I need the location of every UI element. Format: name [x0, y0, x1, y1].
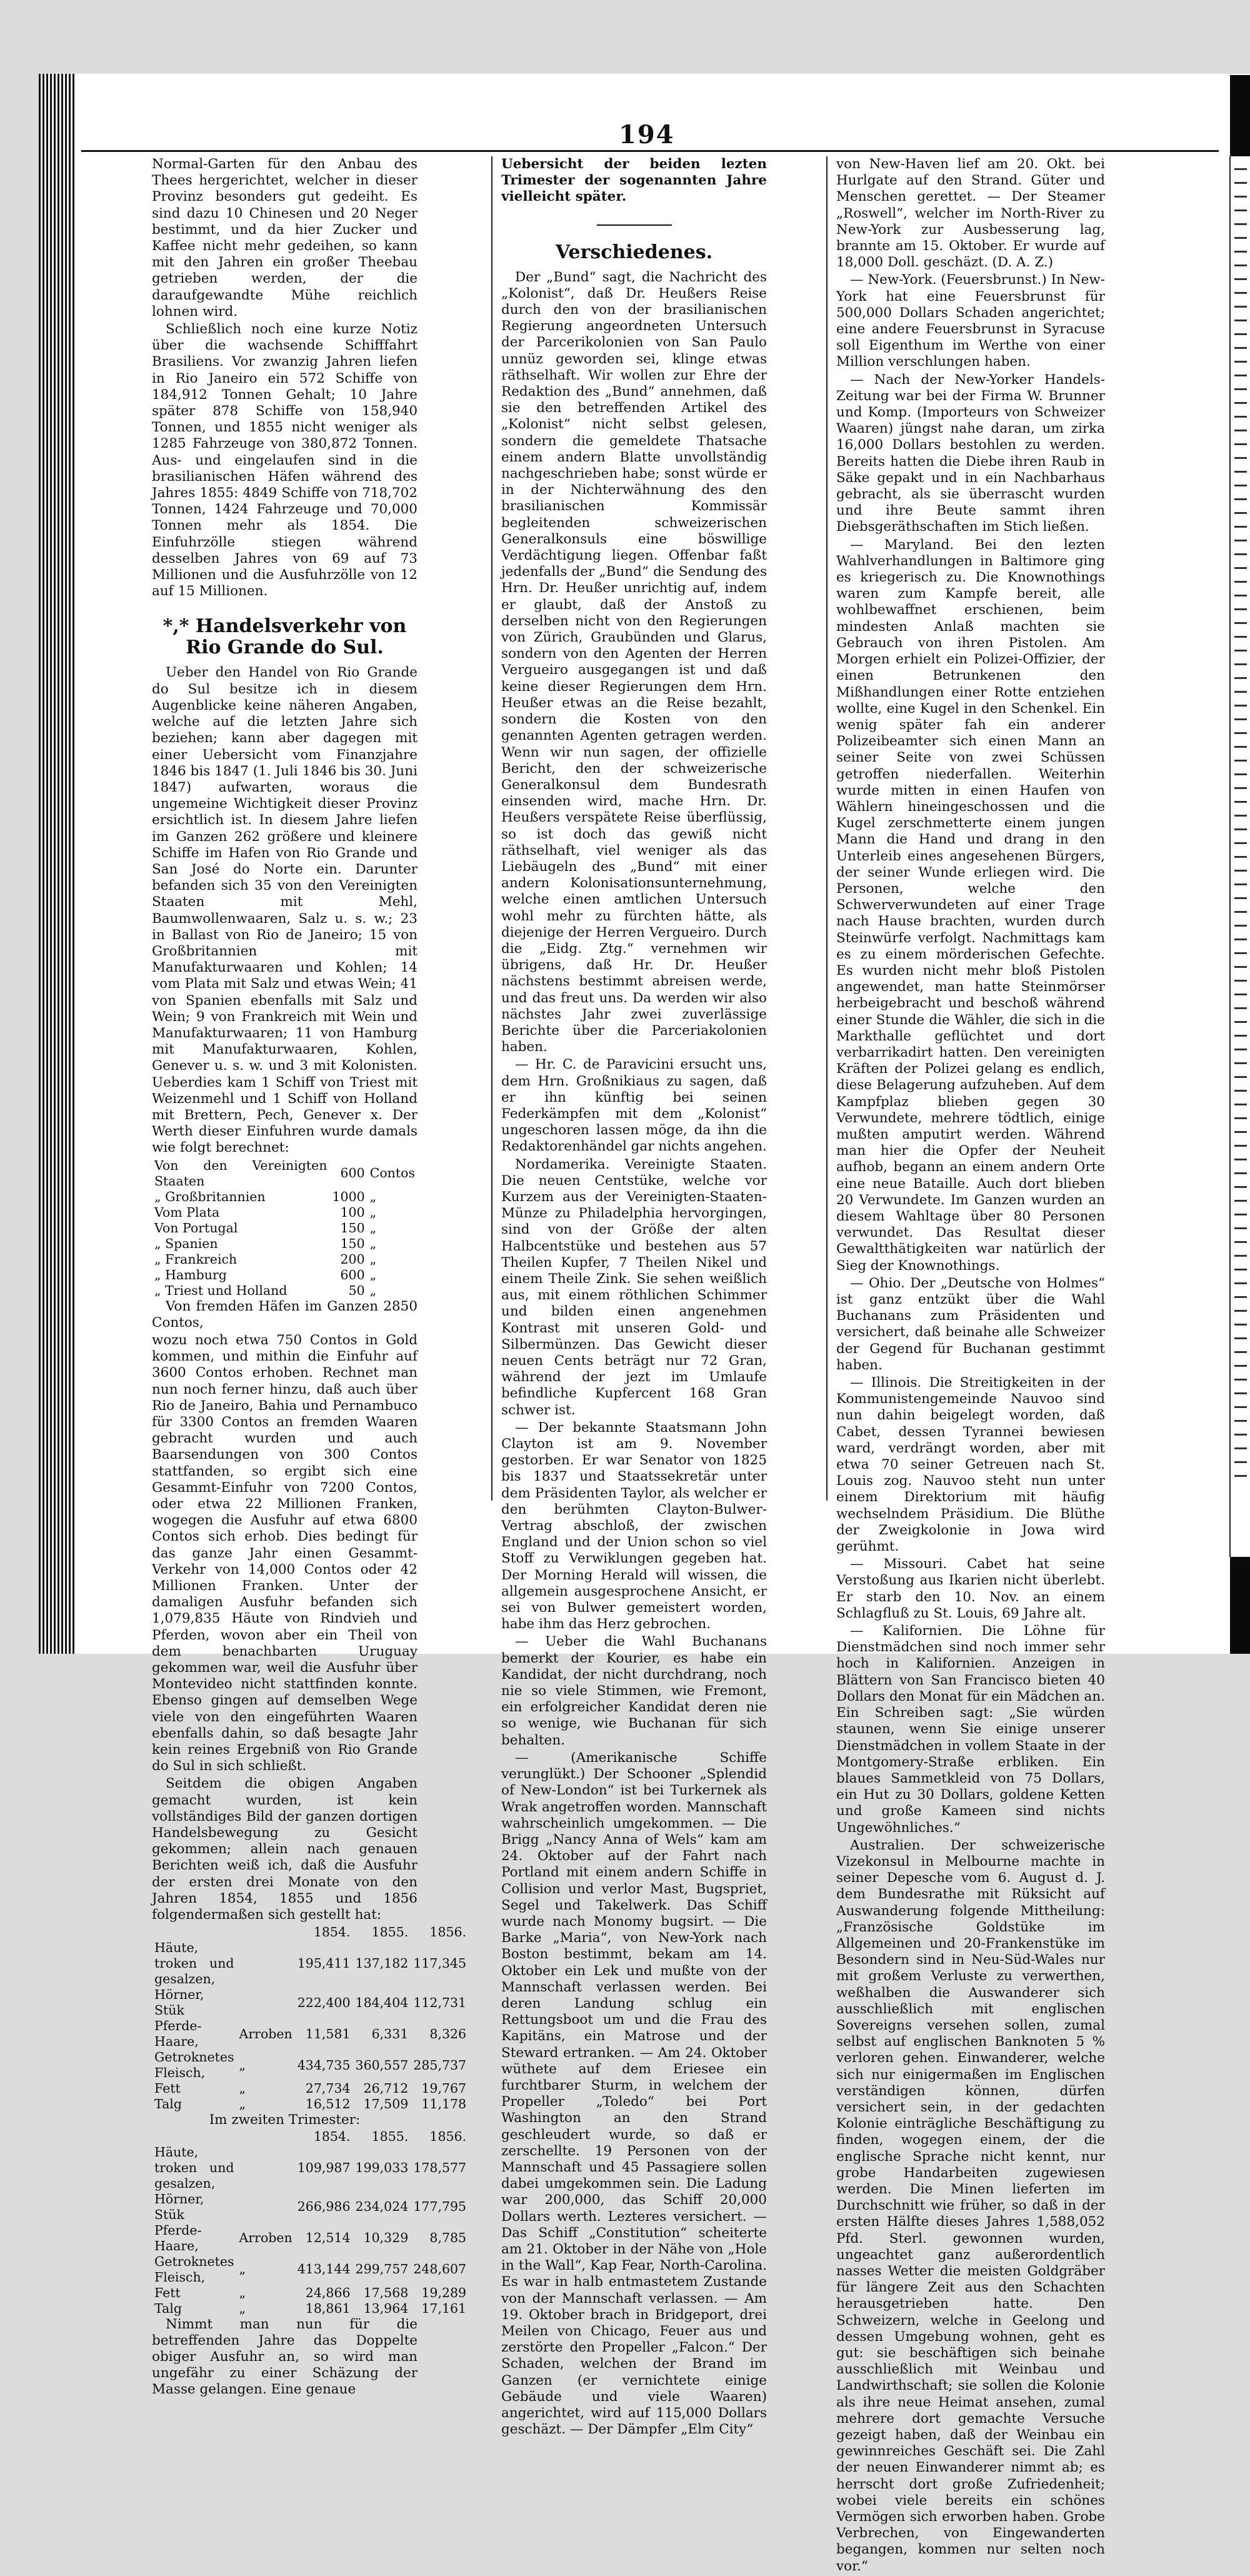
export-value: 17,568 — [363, 2285, 409, 2300]
second-quarter-label: Im zweiten Trimester: — [209, 2112, 361, 2128]
year-header: 1855. — [371, 2128, 409, 2144]
year-header: 1856. — [429, 1924, 467, 1940]
export-value: 184,404 — [355, 1995, 409, 2010]
imports-total: Von fremden Häfen im Ganzen 2850 Contos, — [152, 1298, 418, 1331]
section-divider — [597, 224, 672, 226]
col2-intro: Uebersicht der beiden lezten Trimester der sogenannten Jahre vielleicht später. — [501, 156, 767, 205]
export-unit: Arroben — [239, 2026, 292, 2041]
export-value: 413,144 — [297, 2262, 351, 2277]
year-header: 1856. — [429, 2128, 467, 2144]
import-unit: „ — [369, 1204, 377, 1220]
import-unit: „ — [369, 1220, 377, 1235]
exports-table-q1 — [152, 1924, 469, 2112]
table-row — [152, 1236, 418, 1252]
col2-paravicini-paragraph: — Hr. C. de Paravicini ersucht uns, dem Hrn. Großnikiaus zu sagen, daß er ihn künftig bei seinen Federkämpfen mit dem „Kolonist“ ungeschoren lassen möge, da ihn die Redaktorenhändel gar nichts angehen. — [501, 1057, 767, 1155]
export-value: 109,987 — [297, 2160, 351, 2175]
table-row — [152, 1220, 418, 1236]
export-value: 177,795 — [413, 2199, 467, 2214]
import-value: 600 — [340, 1267, 365, 1282]
import-value: 100 — [340, 1204, 365, 1220]
export-value: 360,557 — [355, 2057, 409, 2073]
table-row — [152, 2096, 469, 2112]
table-row — [152, 1267, 418, 1283]
import-label: „ Frankreich — [154, 1251, 238, 1267]
export-value: 19,289 — [421, 2285, 467, 2300]
export-label: Getroknetes Fleisch, — [154, 2253, 234, 2285]
export-unit: „ — [239, 2096, 246, 2112]
import-label: Von den Vereinigten Staaten — [154, 1157, 328, 1189]
table-row — [152, 1205, 418, 1220]
export-value: 10,329 — [363, 2230, 409, 2245]
export-unit: „ — [239, 2081, 246, 2096]
export-value: 11,581 — [305, 2026, 351, 2041]
export-label: Häute, troken und gesalzen, — [154, 2144, 234, 2191]
export-value: 13,964 — [363, 2300, 409, 2316]
export-value: 6,331 — [371, 2026, 409, 2041]
export-value: 434,735 — [297, 2057, 351, 2073]
import-unit: „ — [369, 1251, 377, 1267]
column-1 — [152, 156, 467, 2400]
export-value: 18,861 — [305, 2300, 351, 2316]
table-row — [152, 1940, 469, 1987]
col3-australia-paragraph: Australien. Der schweizerische Vizekonsul in Melbourne machte in seiner Depesche vom 6. August d. J. dem Bundesrathe mit Rüksicht auf Auswanderung folgende Mittheilung: „Französische Goldstüke im Allgemeinen und 20-Frankenstüke im Besondern sind in Neu-Süd-Wales nur mit großem Verluste zu verwerthen, weßhalben die Auswanderer sich ausschließlich mit englischen Sovereigns versehen sollen, zumal selbst auf englischen Banknoten 5 % verloren gehen. Einwanderer, welche sich nur einigermaßen im Englischen verständigen können, dürfen versichert sein, in der gedachten Kolonie einträgliche Beschäftigung zu finden, wogegen einem, der die englische Sprache nicht kennt, nur grobe Handarbeiten zugewiesen werden. Die Minen lieferten im Durchschnitt wie früher, so daß in der ersten Hälfte dieses Jahres 1,588,052 Pfd. Sterl. gewonnen wurden, ungeachtet ganz außerordentlich nasses Wetter die meisten Goldgräber für längere Zeit aus den Schachten herausgetrieben hatte. Den Schweizern, welche in Geelong und dessen Umgebung wohnen, geht es gut: sie beschäftigen sich beinahe ausschließlich mit Weinbau und Landwirthschaft; sie sollen die Kolonie als ihre neue Heimat ansehen, zumal mehrere dort gemachte Versuche gezeigt haben, daß der Weinbau ein gewinnreiches Geschäft sei. Die Zahl der neuen Einwanderer nimmt ab; es herrscht dort große Zufriedenheit; wobei viele bereits ein schönes Vermögen sich erworben haben. Grobe Verbrechen, von Eingewanderten begangen, kommen nur selten noch vor.“ — [836, 1837, 1105, 2574]
import-label: „ Hamburg — [154, 1267, 227, 1282]
export-label: Talg — [154, 2300, 182, 2316]
col3-newyork-paragraph: — New-York. (Feuersbrunst.) In New-York hat eine Feuersbrunst für 500,000 Dollars Schaden angerichtet; eine andere Feuersbrunst in Syracuse soll Eigenthum im Werthe von einer Million verschlungen haben. — [836, 272, 1105, 370]
table-row — [152, 2018, 469, 2050]
table-row — [152, 2191, 469, 2223]
book-binding-edge — [39, 74, 76, 1654]
export-value: 178,577 — [413, 2160, 467, 2175]
export-unit: „ — [239, 2262, 246, 2277]
import-value: 50 — [348, 1282, 365, 1298]
export-value: 19,767 — [421, 2081, 467, 2096]
table-row — [152, 1283, 418, 1299]
import-value: 200 — [340, 1251, 365, 1267]
export-value: 26,712 — [363, 2081, 409, 2096]
col3-illinois-paragraph: — Illinois. Die Streitigkeiten in der Kommunistengemeinde Nauvoo sind nun dahin beigelegt worden, daß Cabet, dessen Tyrannei bewiesen ward, verdrängt worden, aber mit etwa 70 seiner Getreuen nach St. Louis zog. Nauvoo steht nun unter einem Direktorium mit häufig wechselndem Präsidium. Die Blüthe der Zweigkolonie in Jowa wird gerühmt. — [836, 1375, 1105, 1555]
table-row — [152, 2081, 469, 2096]
export-value: 17,509 — [363, 2096, 409, 2112]
export-unit — [237, 1987, 295, 2018]
year-header: 1854. — [313, 2128, 351, 2144]
export-label: Fett — [154, 2081, 181, 2096]
export-unit — [237, 1940, 295, 1987]
export-value: 27,734 — [305, 2081, 351, 2096]
col2-cents-paragraph: Nordamerika. Vereinigte Staaten. Die neuen Centstüke, welche vor Kurzem aus der Vereinigten-Staaten-Münze zu Philadelphia hervorgingen, sind von der Größe der alten Halbcentstüke und bestehen aus 57 Theilen Kupfer, 7 Theilen Nikel und einem Theile Zink. Sie sehen weißlich aus, mit einem röthlichen Schimmer und bilden einen angenehmen Kontrast mit unseren Gold- und Silbermünzen. Das Gewicht dieser neuen Cents beträgt nur 72 Gran, während der jezt im Umlaufe befindliche Kupfercent 168 Gran schwer ist. — [501, 1156, 767, 1418]
page-number: 194 — [619, 120, 675, 149]
export-label: Hörner, Stük — [154, 1987, 204, 2018]
col1-closing-paragraph: Nimmt man nun für die betreffenden Jahre das Doppelte obiger Ausfuhr an, so wird man ungefähr zu einer Schäzung der Masse gelangen. Eine genaue — [152, 2316, 418, 2398]
col2-ships-paragraph: — (Amerikanische Schiffe verunglükt.) Der Schooner „Splendid of New-London“ ist bei Turkernek als Wrak angetroffen worden. Mannschaft wahrscheinlich umgekommen. — Die Brigg „Nancy Anna of Wels“ kam am 24. Oktober auf der Fahrt nach Portland mit einem andern Schiffe in Collision und verlor Mast, Bugspriet, Segel und Takelwerk. Das Schiff wurde nach Monomy bugsirt. — Die Barke „Maria“, von New-York nach Boston bestimmt, bekam am 14. Oktober ein Lek und mußte von der Mannschaft verlassen werden. Bei deren Landung schlug ein Rettungsboot um und die Frau des Kapitäns, ein Matrose und der Steward ertranken. — Am 24. Oktober wüthete auf dem Eriesee ein furchtbarer Sturm, in welchem der Propeller „Toledo“ bei Port Washington an den Strand geschleudert wurde, so daß er zerschellte. 19 Personen von der Mannschaft und 45 Passagiere sollen dabei umgekommen sein. Die Ladung war 200,000, das Schiff 20,000 Dollars werth. Lezteres versichert. — Das Schiff „Constitution“ scheiterte am 21. Oktober in der Nähe von „Hole in the Wall“, Kap Fear, North-Carolina. Es war in halb entmastetem Zustande von der Mannschaft verlassen. — Am 19. Oktober brach in Bridgeport, drei Meilen von Chicago, Feuer aus und zerstörte den Propeller „Falcon.“ Der Schaden, welchen der Brand im Ganzen (er vernichtete einige Gebäude und viele Waaren) angerichtet, wird auf 115,000 Dollars geschäzt. — Der Dämpfer „Elm City“ — [501, 1749, 767, 2438]
table-row — [152, 1189, 418, 1205]
export-unit: „ — [239, 2300, 246, 2316]
col3-maryland-paragraph: — Maryland. Bei den lezten Wahlverhandlungen in Baltimore ging es kriegerisch zu. Die Knownothings waren zum Kampfe bereit, alle wohlbewaffnet erschienen, beim mindesten Anlaß machten sie Gebrauch von ihren Pistolen. Am Morgen erhielt ein Polizei-Offizier, der einen Betrunkenen den Mißhandlungen einer Rotte entziehen wollte, eine Kugel in den Schenkel. Ein wenig später fah ein anderer Polizeibeamter sich einen Mann an seiner Seite von zwei Schüssen getroffen niederfallen. Weiterhin wurde mitten in einen Haufen von Wählern hineingeschossen und die Kugel zerschmetterte einem jungen Mann die Hand und drang in den Unterleib eines angesehenen Bürgers, der seiner Wunde erliegen wird. Die Personen, welche den Schwerverwundeten auf einer Trage nach Hause brachten, wurden durch Steinwürfe verfolgt. Nachmittags kam es zu einem mörderischen Gefechte. Es wurden nicht mehr bloß Pistolen angewendet, man hatte Steinmörser herbeigebracht und beschoß während einer Stunde die Wähler, die sich in die Markthalle geflüchtet und dort verbarrikadirt hatten. Den vereinigten Kräften der Polizei gelang es endlich, diese Belagerung aufzuheben. Auf dem Kampfplaz blieben gegen 30 Verwundete, mehrere tödtlich, einige mußten amputirt werden. Während man hier die Opfer der Neuheit aufhob, begann an einem andern Orte eine neue Bataille. Auch dort blieben 20 Verwundete. Im Ganzen wurden an diesem Wahltage über 80 Personen verwundet. Das Resultat dieser Gewaltthätigkeiten war natürlich der Sieg der Knownothings. — [836, 536, 1105, 1274]
imports-table — [152, 1158, 418, 1299]
import-value: 600 — [340, 1165, 365, 1181]
col1-import-paragraph: wozu noch etwa 750 Contos in Gold kommen, und mithin die Einfuhr auf 3600 Contos erhoben. Rechnet man nun noch ferner hinzu, daß auch über Rio de Janeiro, Bahia und Pernambuco für 3300 Contos an fremden Waaren gebracht wurden und auch Baarsendungen von 300 Contos stattfanden, so ergibt sich eine Gesammt-Einfuhr von 7200 Contos, oder etwa 22 Millionen Franken, wogegen die Ausfuhr auf etwa 6800 Contos sich erhob. Dies bedingt für das ganze Jahr einen Gesammt-Verkehr von 14,000 Contos oder 42 Millionen Franken. Unter der damaligen Ausfuhr befanden sich 1,079,835 Häute von Rindvieh und Pferden, wovon aber ein Theil von dem benachbarten Uruguay gekommen war, weil die Ausfuhr über Montevideo nicht stattfinden konnte. Ebenso gingen auf demselben Wege viele von den eingeführten Waaren ebenfalls dahin, so daß besagte Jahr kein reines Ergebniß von Rio Grande do Sul in sich schließt. — [152, 1332, 418, 1774]
table-header — [152, 2129, 469, 2145]
export-value: 285,737 — [413, 2057, 467, 2073]
export-value: 137,182 — [355, 1956, 409, 1971]
column-rule-1 — [491, 156, 492, 1501]
import-label: „ Großbritannien — [154, 1189, 266, 1204]
exports-table-q2 — [152, 2129, 469, 2317]
export-value: 8,785 — [429, 2230, 467, 2245]
col3-brunner-paragraph: — Nach der New-Yorker Handels-Zeitung war bei der Firma W. Brunner und Komp. (Importeurs von Schweizer Waaren) jüngst nahe daran, um zirka 16,000 Dollars bestohlen zu werden. Bereits hatten die Diebe ihren Raub in Säke gepakt und in ein Nachbarhaus gebracht, als sie überrascht wurden und ihre Beute sammt ihren Diebsgeräthschaften im Stich ließen. — [836, 371, 1105, 535]
export-value: 199,033 — [355, 2160, 409, 2175]
export-value: 17,161 — [421, 2300, 467, 2316]
column-2 — [501, 156, 767, 2439]
export-value: 195,411 — [297, 1956, 351, 1971]
col1-trade-paragraph: Ueber den Handel von Rio Grande do Sul besitze ich in diesem Augenblicke keine näheren Angaben, welche auf die letzten Jahre sich beziehen; kann aber dagegen mit einer Uebersicht vom Finanzjahre 1846 bis 1847 (1. Juli 1846 bis 30. Juni 1847) aufwarten, woraus die ungemeine Wichtigkeit dieser Provinz ersichtlich ist. In diesem Jahre liefen im Ganzen 262 größere und kleinere Schiffe im Hafen von Rio Grande und San José do Norte ein. Darunter befanden sich 35 von den Vereinigten Staaten mit Mehl, Baumwollenwaaren, Salz u. s. w.; 23 in Ballast von Rio de Janeiro; 15 von Großbritannien mit Manufakturwaaren und Kohlen; 14 vom Plata mit Salz und etwas Wein; 41 von Spanien ebenfalls mit Salz und Wein; 9 von Frankreich mit Wein und Manufakturwaaren; 11 von Hamburg mit Manufakturwaaren, Kohlen, Genever u. s. w. und 3 mit Kolonisten. Ueberdies kam 1 Schiff von Triest mit Weizenmehl und 1 Schiff von Holland mit Brettern, Pech, Genever x. Der Werth dieser Einfuhren wurde damals wie folgt berechnet: — [152, 665, 418, 1156]
import-value: 150 — [340, 1220, 365, 1235]
table-row — [152, 1987, 469, 2018]
col2-buchanan-paragraph: — Ueber die Wahl Buchanans bemerkt der Kourier, es habe ein Kandidat, der nicht durchdrang, noch nie so viele Stimmen, wie Fremont, ein erfolgreicher Kandidat deren nie so wenige, wie Buchanan für sich behalten. — [501, 1634, 767, 1748]
col2-bund-paragraph: Der „Bund“ sagt, die Nachricht des „Kolonist“, daß Dr. Heußers Reise durch den von der brasilianischen Regierung angeordneten Untersuch der Parcerikolonien von San Paulo unnüz geworden sei, klinge etwas räthselhaft. Wir wollen zur Ehre der Redaktion des „Bund“ annehmen, daß sie den betreffenden Artikel des „Kolonist“ nicht selbst gelesen, sondern die gemeldete Thatsache einem andern Blatte unvollständig nachgeschrieben habe; sonst würde er in der Nichterwähnung des den brasilianischen Kommissär begleitenden schweizerischen Generalkonsuls eine böswillige Verdächtigung liegen. Offenbar faßt jedenfalls der „Bund“ die Sendung des Hrn. Dr. Heußer unrichtig auf, indem er glaubt, daß der Anstoß zu derselben nicht von den Regierungen von Zürich, Graubünden und Glarus, sondern von den Agenten der Herren Vergueiro ausgegangen ist und daß keine dieser Regierungen dem Hrn. Heußer etwas an die Reise bezahlt, sondern die Kosten von den genannten Agenten getragen werden. Wenn wir nun sagen, der offizielle Bericht, den der schweizerische Generalkonsul dem Bundesrath einsenden wird, mache Hrn. Dr. Heußers verspätete Reise überflüssig, so ist doch das gewiß nicht räthselhaft, viel weniger als das Liebäugeln des „Bund“ mit einer andern Kolonisationsunternehmung, welche einen amtlichen Untersuch wohl mehr zu fürchten hätte, als diejenige der Herren Vergueiro. Durch die „Eidg. Ztg.“ vernehmen wir übrigens, daß Hr. Dr. Heußer nächstens bestimmt abreisen werde, und das freut uns. Da werden wir also nächstes Jahr zwei zuverlässige Berichte über die Parceriakolonien haben. — [501, 269, 767, 1055]
table-header — [152, 1924, 469, 1940]
col2-clayton-paragraph: — Der bekannte Staatsmann John Clayton ist am 9. November gestorben. Er war Senator von 1825 bis 1837 und Staatssekretär unter dem Präsidenten Taylor, als welcher er den berühmten Clayton-Bulwer-Vertrag abschloß, der zwischen England und der Union schon so viel Stoff zu Verwiklungen gegeben hat. Der Morning Herald will wissen, die allgemein ausgesprochene Ansicht, er sei von Bulwer gemeistert worden, habe ihm das Herz gebrochen. — [501, 1419, 767, 1633]
import-unit: Contos — [369, 1165, 415, 1181]
import-value: 150 — [340, 1235, 365, 1251]
year-header: 1854. — [313, 1924, 351, 1940]
export-unit: „ — [239, 2057, 246, 2073]
export-value: 266,986 — [297, 2199, 351, 2214]
export-unit: Arroben — [239, 2230, 292, 2245]
import-label: Von Portugal — [154, 1220, 238, 1235]
export-value: 112,731 — [413, 1995, 467, 2010]
import-label: Vom Plata — [154, 1204, 220, 1220]
table-row — [152, 1252, 418, 1267]
table-row — [152, 2223, 469, 2254]
export-value: 234,024 — [355, 2199, 409, 2214]
import-unit: „ — [369, 1282, 377, 1298]
table-row — [152, 2301, 469, 2317]
col3-ohio-paragraph: — Ohio. Der „Deutsche von Holmes“ ist ganz entzükt über die Wahl Buchanans zum Präsidenten und versichert, daß beinahe alle Schweizer der Gegend für Buchanan gestimmt haben. — [836, 1275, 1105, 1373]
col3-california-paragraph: — Kalifornien. Die Löhne für Dienstmädchen sind noch immer sehr hoch in Kalifornien. Anzeigen in Blättern von San Francisco bieten 40 Dollars den Monat für ein Mädchen an. Ein Schreiben sagt: „Sie würden staunen, wenn Sie einige unserer Dienstmädchen in vollem Staate in der Montgomery-Straße erbliken. Ein blaues Sammetkleid von 75 Dollars, ein Hut zu 30 Dollars, goldene Ketten und große Kameen sind nichts Ungewöhnliches.“ — [836, 1623, 1105, 1836]
year-header: 1855. — [371, 1924, 409, 1940]
col3-missouri-paragraph: — Missouri. Cabet hat seine Verstoßung aus Ikarien nicht überlebt. Er starb den 10. Nov. an einem Schlagfluß zu St. Louis, 69 Jahre alt. — [836, 1556, 1105, 1621]
export-unit — [237, 2191, 295, 2223]
col2-heading: Verschiedenes. — [555, 241, 713, 263]
import-value: 1000 — [332, 1189, 365, 1204]
export-label: Talg — [154, 2096, 182, 2112]
col1-heading: *,* Handelsverkehr von Rio Grande do Sul. — [162, 615, 407, 659]
import-unit: „ — [369, 1235, 377, 1251]
import-unit: „ — [369, 1267, 377, 1282]
export-label: Pferde-Haare, — [154, 2018, 202, 2050]
import-unit: „ — [369, 1189, 377, 1204]
export-unit — [237, 2145, 295, 2191]
export-label: Hörner, Stük — [154, 2191, 204, 2222]
table-row — [152, 2145, 469, 2191]
col1-export-intro: Seitdem die obigen Angaben gemacht wurden, ist kein vollständiges Bild der ganzen dortigen Handelsbewegung zu Gesicht gekommen; allein nach genauen Berichten weiß ich, daß die Ausfuhr der ersten drei Monate von den Jahren 1854, 1855 und 1856 folgendermaßen sich gestellt hat: — [152, 1776, 418, 1923]
export-value: 12,514 — [305, 2230, 351, 2245]
table-row — [152, 2254, 469, 2285]
import-label: „ Triest und Holland — [154, 1282, 288, 1298]
column-rule-2 — [826, 156, 828, 1501]
export-value: 222,400 — [297, 1995, 351, 2010]
export-value: 117,345 — [413, 1956, 467, 1971]
import-label: „ Spanien — [154, 1235, 218, 1251]
column-3 — [836, 156, 1105, 2576]
export-value: 8,326 — [429, 2026, 467, 2041]
export-value: 24,866 — [305, 2285, 351, 2300]
table-row — [152, 2050, 469, 2081]
export-value: 11,178 — [421, 2096, 467, 2112]
table-row — [152, 1158, 418, 1189]
col3-newhaven-paragraph: von New-Haven lief am 20. Okt. bei Hurlgate auf den Strand. Güter und Menschen gerettet. — Der Steamer „Roswell“, welcher im North-River zu New-York zur Ausbesserung lag, brannte am 15. Oktober. Er wurde auf 18,000 Doll. geschäzt. (D. A. Z.) — [836, 156, 1105, 271]
export-value: 299,757 — [355, 2262, 409, 2277]
export-value: 248,607 — [413, 2262, 467, 2277]
table-row — [152, 2285, 469, 2301]
export-unit: „ — [239, 2285, 246, 2300]
col1-intro: Normal-Garten für den Anbau des Thees hergerichtet, welcher in dieser Provinz besonders gut gedeiht. Es sind dazu 10 Chinesen und 20 Neger bestimmt, und da hier Zucker und Kaffee nicht mehr gedeihen, so kann mit den Jahren ein großer Theebau getrieben werden, der die daraufgewandte Mühe reichlich lohnen wird. — [152, 156, 418, 319]
next-page-strip — [1229, 156, 1250, 1557]
col1-shipping-paragraph: Schließlich noch eine kurze Notiz über die wachsende Schifffahrt Brasiliens. Vor zwanzig Jahren liefen in Rio Janeiro ein 572 Schiffe von 184,912 Tonnen Gehalt; 10 Jahre später 878 Schiffe von 158,940 Tonnen, und 1855 nicht weniger als 1285 Fahrzeuge von 380,872 Tonnen. Aus- und eingelaufen sind in die brasilianischen Häfen während des Jahres 1855: 4849 Schiffe von 718,702 Tonnen, 1424 Fahrzeuge und 70,000 Tonnen mehr als 1854. Die Einfuhrzölle stiegen während desselben Jahres von 69 auf 73 Millionen und die Ausfuhrzölle von 12 auf 15 Millionen. — [152, 321, 418, 600]
export-label: Häute, troken und gesalzen, — [154, 1940, 234, 1987]
export-label: Pferde-Haare, — [154, 2222, 202, 2253]
export-label: Fett — [154, 2285, 181, 2300]
export-value: 16,512 — [305, 2096, 351, 2112]
export-label: Getroknetes Fleisch, — [154, 2050, 234, 2081]
